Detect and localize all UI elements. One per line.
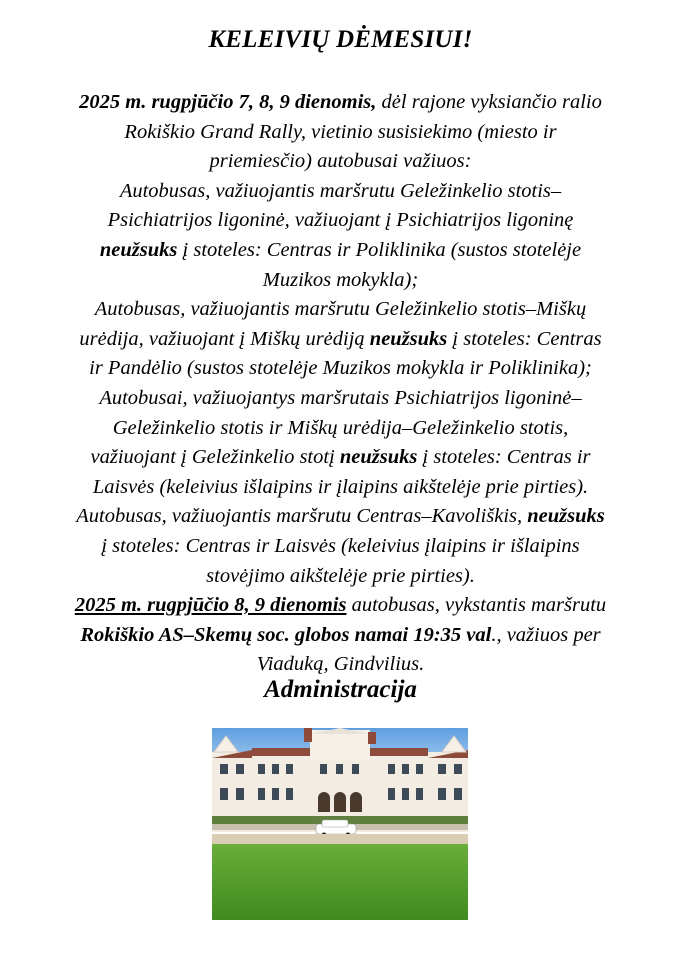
notice-line [22, 414, 659, 444]
notice-text: autobusas, vykstantis maršrutu [346, 594, 607, 617]
notice-text: važiuojant į Geležinkelio stotį [90, 446, 340, 469]
notice-line [22, 295, 659, 325]
notice-text: Autobusas, važiuojantis maršrutu Geležinkelio stotis– [119, 179, 562, 202]
notice-emphasis: Rokiškio AS–Skemų soc. globos namai 19:35 val [80, 623, 492, 646]
notice-text: Autobusas, važiuojantis maršrutu Geležinkelio stotis–Miškų [94, 298, 587, 321]
notice-text: į stoteles: Centras ir Poliklinika (sustos stotelėje [177, 238, 582, 261]
notice-text: dėl rajone vyksiančio ralio [376, 91, 602, 113]
notice-line [22, 325, 659, 355]
notice-text: į stoteles: Centras ir [417, 446, 591, 469]
signature: Administracija [264, 676, 417, 703]
notice-line [22, 384, 659, 414]
notice-emphasis: neužsuks [527, 505, 605, 528]
manor-building-photo [212, 728, 468, 920]
notice-emphasis: neužsuks [339, 446, 418, 469]
notice-text: priemiesčio) autobusai važiuos: [209, 150, 472, 173]
notice-line [22, 591, 659, 621]
notice-line [22, 562, 659, 592]
notice-title: KELEIVIŲ DĖMESIUI! [208, 26, 473, 53]
notice-line [22, 621, 659, 651]
notice-text: Autobusas, važiuojantis maršrutu Centras–Kavoliškis, [76, 505, 528, 528]
notice-line [22, 354, 659, 384]
notice-line [22, 473, 659, 503]
notice-line [22, 177, 659, 207]
notice-emphasis: 2025 m. rugpjūčio 8, 9 dienomis [74, 594, 347, 617]
notice-line [22, 532, 659, 562]
notice-line [22, 443, 659, 473]
notice-text: Viaduką, Gindvilius. [256, 653, 425, 676]
notice-text: į stoteles: Centras [447, 327, 602, 350]
notice-emphasis: neužsuks [99, 238, 178, 261]
notice-text: Psichiatrijos ligoninė, važiuojant į Psichiatrijos ligoninę [107, 209, 574, 232]
notice-line [22, 147, 659, 177]
notice-line [22, 88, 659, 118]
notice-line [22, 266, 659, 296]
notice-text: Autobusai, važiuojantys maršrutais Psichiatrijos ligoninė– [99, 386, 582, 409]
notice-text: Rokiškio Grand Rally, vietinio susisiekimo (miesto ir [124, 120, 557, 143]
notice-line [22, 236, 659, 266]
notice-text: ir Pandėlio (sustos stotelėje Muzikos mokykla ir Poliklinika); [89, 357, 592, 380]
notice-text: Geležinkelio stotis ir Miškų urėdija–Geležinkelio stotis, [112, 416, 569, 439]
notice-emphasis: neužsuks [369, 327, 448, 350]
notice-emphasis: 2025 m. rugpjūčio 7, 8, 9 dienomis, [79, 91, 377, 113]
notice-text: Laisvės (keleivius išlaipins ir įlaipins aikštelėje prie pirties). [92, 475, 589, 498]
notice-text: urėdija, važiuojant į Miškų urėdiją [79, 327, 370, 350]
notice-body [22, 88, 659, 680]
notice-line [22, 502, 659, 532]
notice-line [22, 118, 659, 148]
notice-text: stovėjimo aikštelėje prie pirties). [206, 564, 475, 587]
notice-text: į stoteles: Centras ir Laisvės (keleivius įlaipins ir išlaipins [101, 534, 580, 557]
notice-text: Muzikos mokykla); [262, 268, 419, 291]
notice-text: ., važiuos per [491, 623, 601, 646]
notice-line [22, 206, 659, 236]
